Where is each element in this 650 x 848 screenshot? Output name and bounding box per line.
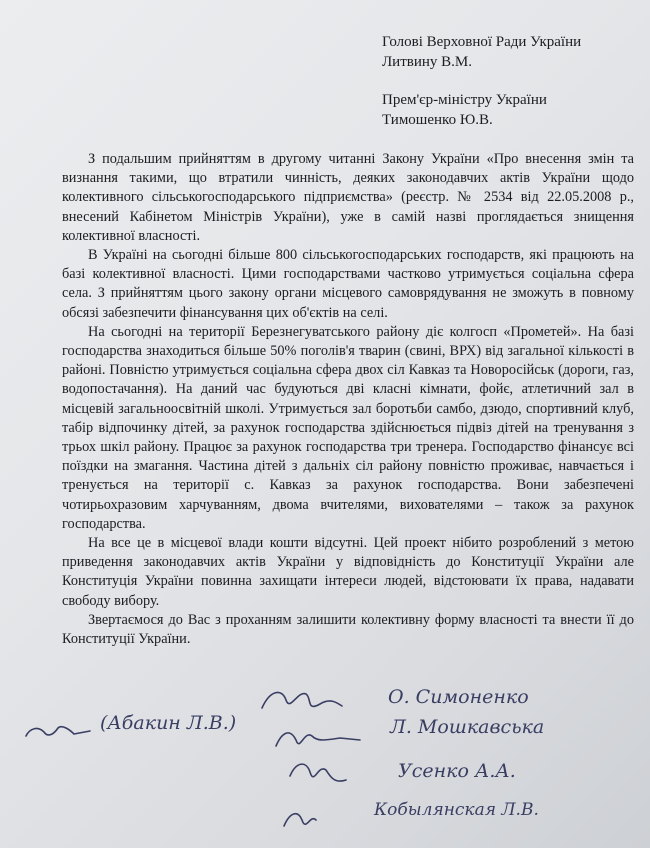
signature-scribble-5 <box>284 814 316 826</box>
paragraph-4: На все це в місцевої влади кошти відсутні. Цей проект нібито розроблений з метою приведення законодавчих актів України у відповідність до Конституції України але Конституція України повинна захищати інтереси людей, відстоювати їх права, надавати свободу вибору. <box>62 535 634 609</box>
addressee-2-name: Тимошенко Ю.В. <box>382 112 493 128</box>
signature-kobylyanska: Кобылянская Л.В. <box>374 800 539 820</box>
addressee-block-1 <box>382 32 581 72</box>
addressee-1-name: Литвину В.М. <box>382 54 472 70</box>
signature-moshkavska: Л. Мошкавська <box>390 716 545 738</box>
paragraph-3: На сьогодні на території Березнегуватського району діє колгосп «Прометей». На базі господарства знаходиться більше 50% поголів'я тварин (свині, ВРХ) від загальної кількості в районі. Повністю утримується соціальна сфера двох сіл Кавказ та Новоросійськ (дороги, газ, водопостачання). На даний час будуються дві класні кімнати, фойє, атлетичний зал в місцевій загальноосвітній школі. Утримується зал боротьби самбо, дзюдо, спортивний клуб, табір відпочинку дітей, за рахунок господарства здійснюється підвіз дітей на тренування з трьох шкіл району. Працює за рахунок господарства три тренера. Господарство фінансує всі поїздки на змагання. Частина дітей з дальніх сіл району повністю проживає, навчається і тренується на території с. Кавказ за рахунок господарства. Вони забезпечені чотирьохразовим харчуванням, двома вчителями, вихователями – також за рахунок господарства. <box>62 323 634 532</box>
addressee-block-2 <box>382 90 547 130</box>
paragraph-5: Звертаємося до Вас з проханням залишити колективну форму власності та внести її до Конституції України. <box>62 611 634 648</box>
signature-abakin: (Абакин Л.В.) <box>100 712 237 734</box>
signature-scribble-2 <box>262 692 342 708</box>
signature-scribble-4 <box>290 764 346 781</box>
signature-scribble-3 <box>276 733 360 746</box>
addressee-2-title: Прем'єр-міністру України <box>382 92 547 108</box>
addressee-1-title: Голові Верховної Ради України <box>382 34 582 50</box>
paragraph-2: В Україні на сьогодні більше 800 сільськогосподарських господарств, які працюють на базі колективної власності. Цими господарствами частково утримується соціальна сфера села. З прийняттям цього закону органи місцевого самоврядування не зможуть в повному обсязі забезпечити фінансування цих об'єктів на селі. <box>62 247 634 321</box>
letter-body <box>62 150 634 649</box>
signature-symonenko: О. Симоненко <box>388 686 529 708</box>
signature-usenko: Усенко А.А. <box>398 760 516 782</box>
signature-scribble-1 <box>26 727 90 736</box>
paragraph-1: З подальшим прийняттям в другому читанні Закону України «Про внесення змін та визнання такими, що втратили чинність, деяких законодавчих актів України щодо колективного сільськогосподарського підприємства» (реєстр. № 2534 від 22.05.2008 р., внесений Кабінетом Міністрів України), уже в самій назві проглядається знищення колективної власності. <box>62 151 634 244</box>
